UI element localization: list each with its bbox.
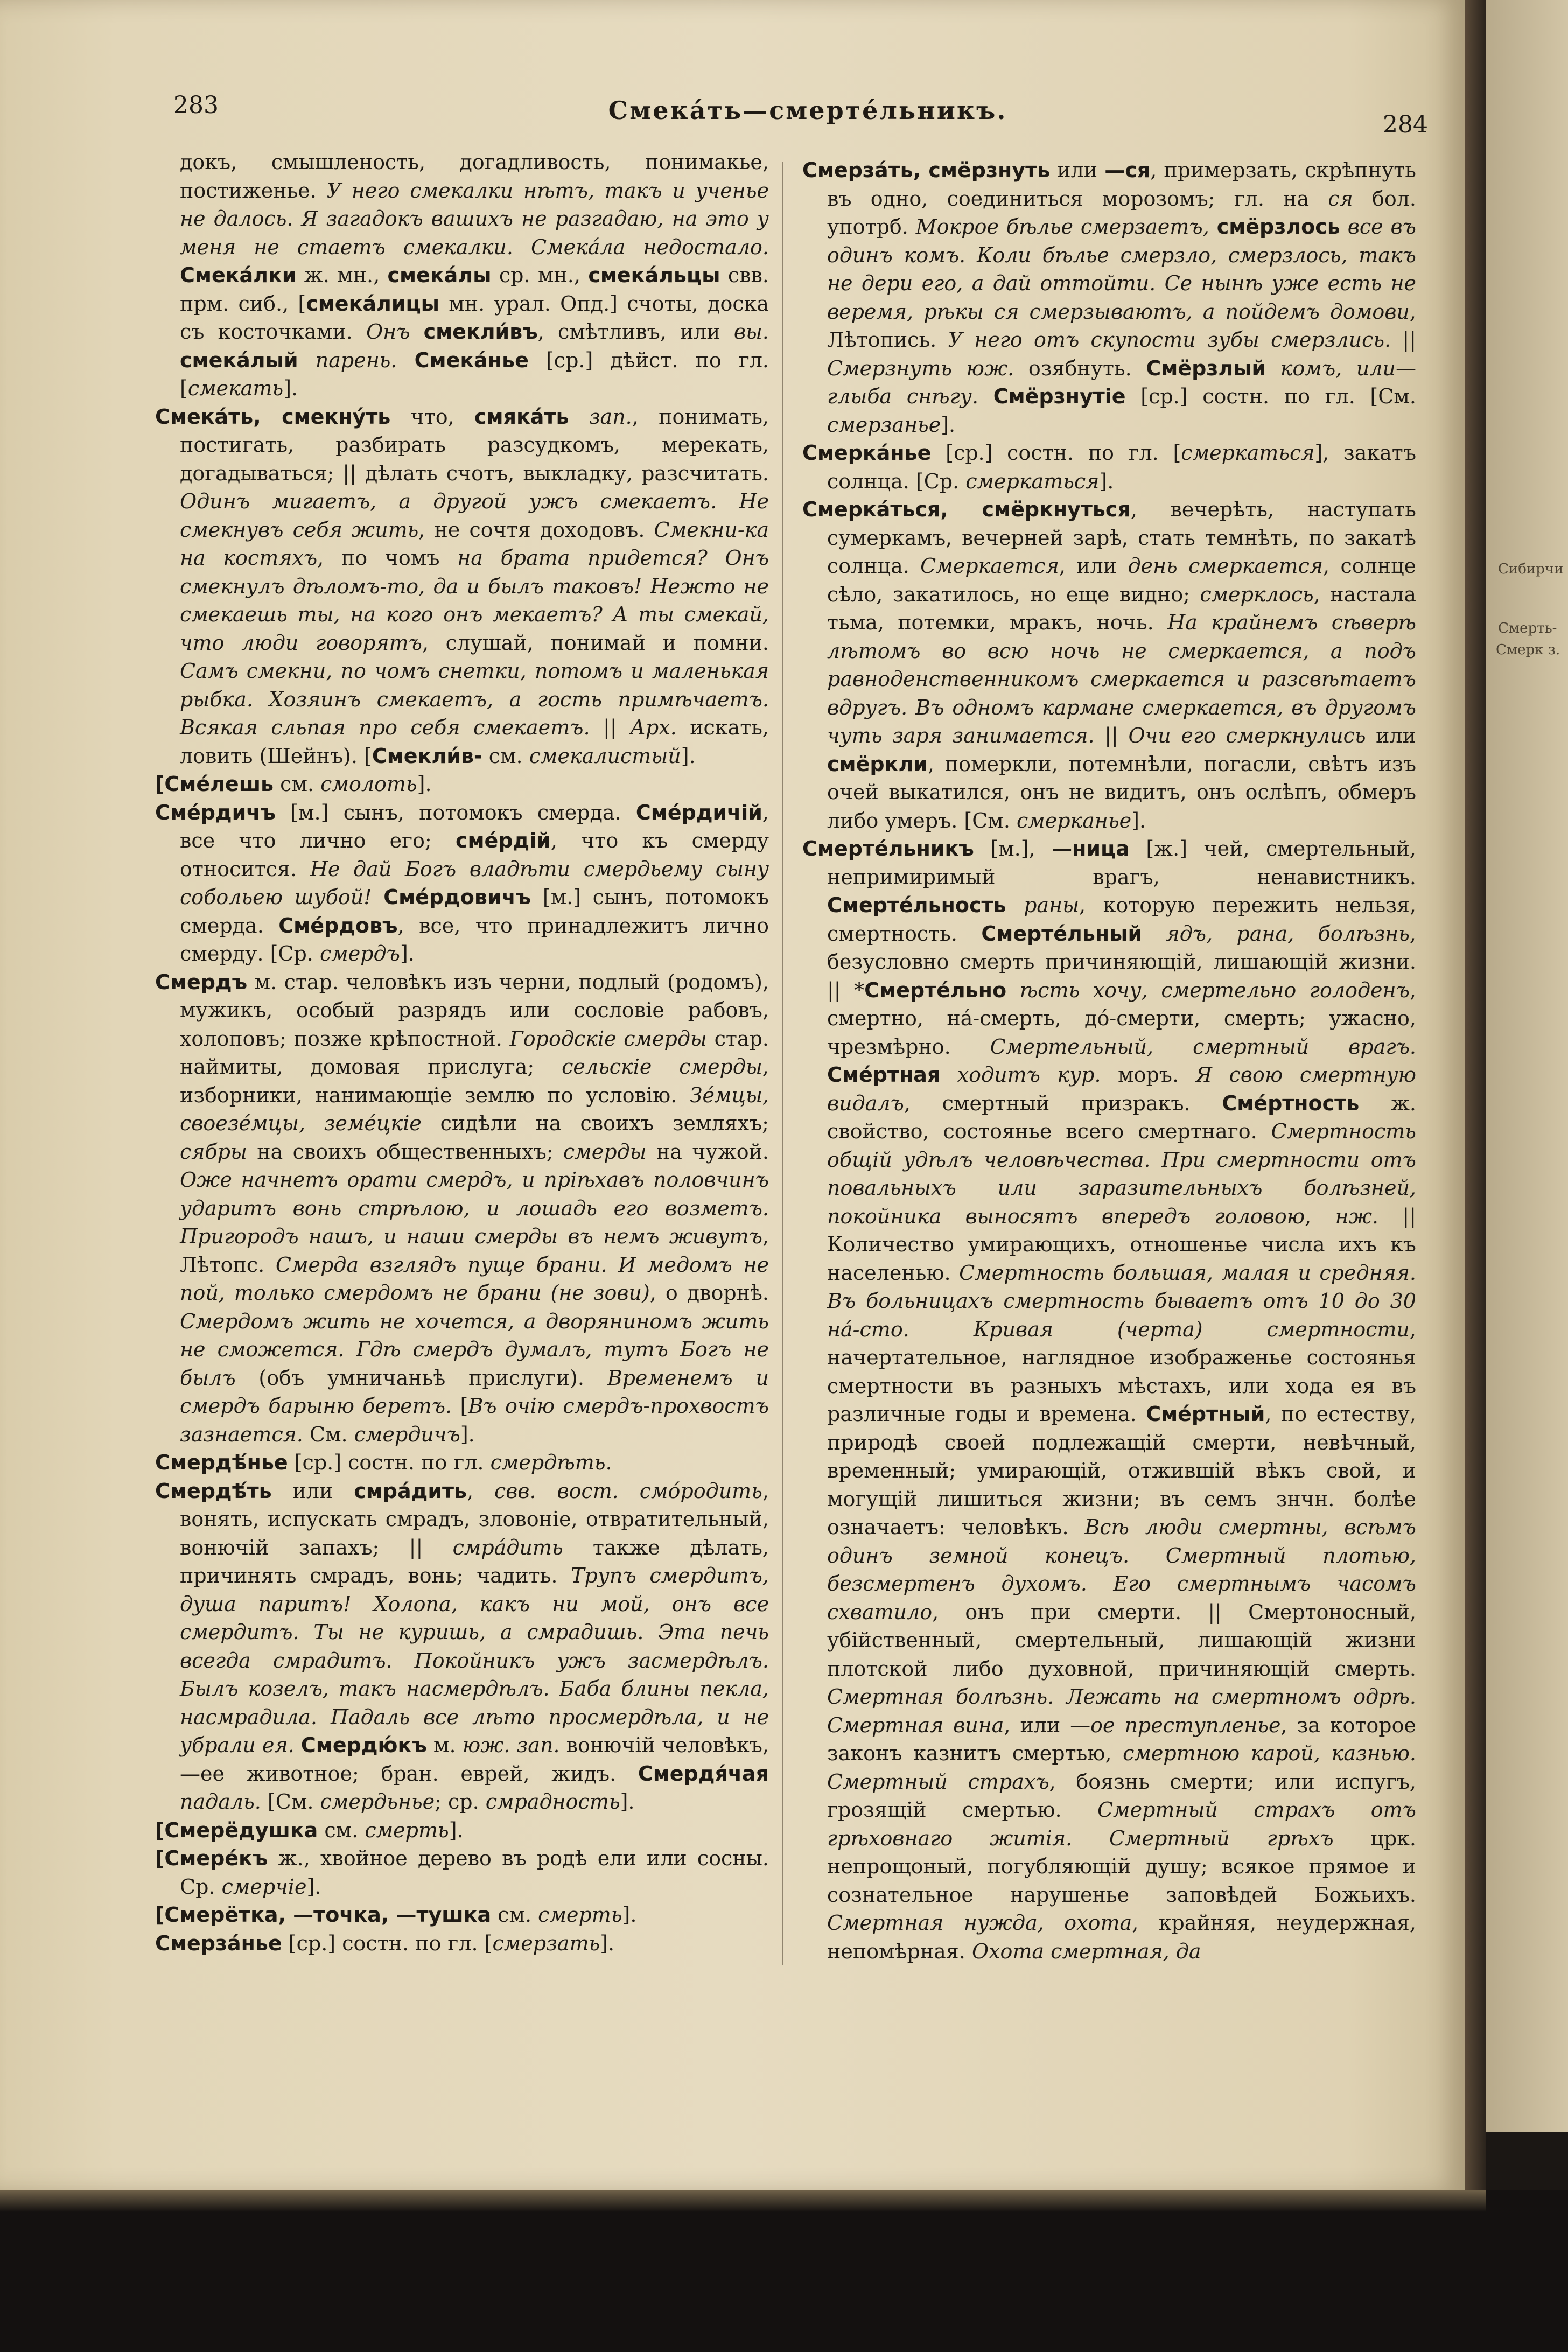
entry-text: ]. — [449, 1818, 464, 1842]
italic-text: Не дай Богъ владѣти смердьему сыну собольею шубой! — [180, 857, 769, 909]
headword: Сме́рдичій — [635, 800, 762, 824]
headword: Смека́лки — [180, 263, 297, 287]
column-divider — [782, 162, 783, 1965]
italic-text: смерзанье — [827, 412, 941, 437]
italic-text: раны — [1024, 893, 1080, 917]
headword: Смекли́в- — [372, 744, 482, 768]
entry-text: [ср.] состн. по гл. [ — [282, 1931, 493, 1955]
italic-text: Смерда взглядъ пуще брани. И медомъ не пой, только смердомъ не брани (не зови) — [180, 1252, 769, 1305]
italic-text: Я свою смертную видалъ — [827, 1063, 1416, 1115]
headword: [Смерёдушка — [155, 1818, 318, 1842]
headword: Сме́ртная — [827, 1063, 941, 1087]
italic-text: на брата придется? Онъ смекнулъ дѣломъ-то, да и былъ таковъ! Нежто не смекаешь ты, на кого онъ мекаетъ? А ты смекай, что люди говорятъ — [180, 546, 769, 655]
entry-text: или — [1050, 158, 1105, 182]
entry-text: [ — [452, 1394, 468, 1418]
entry-text — [1266, 356, 1280, 380]
italic-text: —ое преступленье — [1070, 1713, 1281, 1737]
italic-text: комъ, или—глыба снѣгу. — [827, 356, 1416, 408]
entry-text: , вонять, испускать смрадъ, зловоніе, отвратительный, вонючій запахъ; || — [180, 1479, 769, 1559]
headword: [Смерётка, —точка, —тушка — [155, 1903, 492, 1927]
headword: Смёрзнутіе — [993, 384, 1126, 408]
headword: Смердю́къ — [300, 1733, 427, 1757]
entry-text: ]. — [1099, 469, 1114, 493]
italic-text: смеркаться — [965, 469, 1100, 493]
italic-text: Временемъ и смердъ барыню беретъ. — [180, 1366, 769, 1418]
entry-text: , — [467, 1479, 494, 1503]
headword: смекли́въ — [423, 320, 538, 344]
italic-text: На крайнемъ сѣверѣ лѣтомъ во всю ночь не смеркается, а подъ равноденственникомъ смеркается и разсвѣтаетъ вдругъ. Въ одномъ кармане смеркается, въ другомъ чуть заря занимается. — [827, 611, 1416, 747]
headword: [Смере́къ — [155, 1846, 268, 1870]
entry-text: , которую пережить нельзя, смертность. — [827, 893, 1416, 946]
entry-text: стар. наймиты, домовая прислуга; — [180, 1026, 769, 1079]
italic-text: Зе́мцы, своезе́мцы, земе́цкіе — [180, 1083, 769, 1135]
headword: смека́лицы — [306, 291, 439, 316]
headword: Смерза́нье — [155, 1931, 282, 1955]
italic-text: Всѣ люди смертны, всѣмъ одинъ земной конецъ. Смертный плотью, безсмертенъ духомъ. Его смертнымъ часомъ схватило — [827, 1515, 1416, 1624]
entry-text: , все что лично его; — [180, 800, 769, 852]
italic-text: Арх. — [630, 716, 677, 739]
dictionary-entry — [155, 403, 769, 771]
headword: смека́лый — [180, 348, 298, 372]
headword: Смерза́ть, смёрзнуть — [802, 158, 1051, 182]
italic-text: смердѣть — [490, 1451, 606, 1474]
entry-text: бол. употрб. — [827, 186, 1416, 239]
entry-text: докъ, смышленость, догадливость, понимакье, постиженье. — [180, 150, 769, 202]
entry-text: [ср.] состн. по гл. [См. — [1125, 384, 1416, 408]
headword: Сме́рдовъ — [278, 913, 398, 937]
italic-text: юж. — [966, 356, 1014, 380]
entry-text: , или — [1059, 554, 1128, 578]
italic-text: Оже начнетъ орати смердъ, и пріѣхавъ половчинъ ударитъ вонь стрѣлою, и лошадь его возметъ. Пригородъ нашъ, и наши смерды въ немъ живутъ — [180, 1168, 769, 1248]
entry-text: , вечерѣть, наступать сумеркамъ, вечерней зарѣ, стать темнѣть, по закатѣ солнца. — [827, 498, 1416, 578]
entry-text: , слушай, понимай и помни. — [422, 631, 769, 655]
dictionary-entry — [155, 1901, 769, 1929]
entry-text: , смѣтливъ, или — [537, 320, 734, 344]
headword: смяка́ть — [474, 404, 569, 429]
entry-text: ]. — [622, 1903, 637, 1927]
italic-text: вы. — [733, 320, 769, 344]
entry-text: моръ. — [1101, 1063, 1196, 1087]
entry-text — [952, 356, 967, 380]
italic-text: смердъ — [319, 942, 400, 965]
italic-text: смекать — [187, 376, 284, 400]
headword: Смердъ — [155, 970, 248, 994]
italic-text: Мокрое бѣлье смерзаетъ, — [915, 215, 1217, 239]
italic-text: сябры — [180, 1139, 247, 1164]
headword: [Сме́лешь — [155, 772, 274, 796]
dictionary-entry — [802, 439, 1416, 495]
headword: Сме́рдичъ — [155, 800, 276, 824]
dictionary-entry — [802, 495, 1416, 835]
headword: —ница — [1052, 837, 1130, 860]
entry-text: , — [1305, 1204, 1335, 1228]
headword: Смека́ть, смекну́ть — [155, 404, 391, 429]
entry-text: [ср.] состн. по гл. [ — [931, 441, 1181, 465]
scanner-background — [0, 2190, 1568, 2352]
entry-text: м. стар. человѣкъ изъ черни, подлый (родомъ), мужикъ, особый разрядъ или сословіе рабовъ, холоповъ; позже крѣпостной. — [180, 970, 769, 1051]
entry-text: м. — [426, 1733, 463, 1757]
headword: смёрзлось — [1216, 215, 1340, 239]
entry-text — [1040, 1063, 1057, 1087]
entry-text: , все, что принадлежитъ лично смерду. [Ср. — [180, 913, 769, 965]
italic-text: все въ одинъ комъ. Коли бѣлье смерзло, смерзлось, такъ не дери его, а дай оттойти. Се нынѣ уже есть не веремя, рѣкы ся смерзываютъ, а пойдемъ домови — [827, 215, 1416, 324]
entry-text — [1006, 978, 1020, 1002]
entry-text: , онъ при смерти. || Смертоносный, убійственный, смертельный, лишающій жизни плотской либо духовной, причиняющій смерть. — [827, 1600, 1416, 1681]
italic-text: ся — [1328, 186, 1353, 211]
headword: Смерте́льность — [827, 893, 1006, 917]
italic-text: сельскіе смерды — [562, 1055, 762, 1079]
entry-text: ]. — [1131, 808, 1146, 832]
entry-text: ]. — [417, 772, 432, 796]
entry-text: ]. — [306, 1874, 321, 1899]
italic-text: парень. — [315, 348, 397, 372]
italic-text: смерчіе — [221, 1874, 307, 1899]
entry-text: мн. урал. Опд.] счоты, доска съ косточками. — [180, 291, 769, 344]
entry-text: , понимать, постигать, разбирать разсудкомъ, мерекать, догадываться; || дѣлать счотъ, выкладку, разсчитать. — [180, 404, 769, 485]
entry-text: ж. свойство, состоянье всего смертнаго. — [827, 1091, 1416, 1143]
left-text-column — [155, 148, 769, 1957]
entry-text: [ж.] чей, смертельный, непримиримый врагъ, ненавистникъ. — [827, 837, 1416, 889]
italic-text: Смекни-ка на костяхъ — [180, 517, 769, 570]
italic-text: ходитъ — [957, 1063, 1040, 1087]
entry-text: црк. непрощоный, погубляющій душу; всякое прямое и сознательное нарушенье заповѣдей Божьихъ. — [827, 1826, 1417, 1907]
italic-text: смра́дить — [452, 1535, 563, 1559]
entry-text — [397, 348, 415, 372]
entry-text: вонючій человѣкъ,—ее животное; бран. еврей, жидъ. — [180, 1733, 769, 1786]
italic-text: Смертельный, смертный врагъ. — [990, 1034, 1416, 1059]
dictionary-entry — [155, 148, 769, 403]
entry-text: [См. — [261, 1790, 320, 1814]
entry-text: , по чомъ — [317, 546, 458, 570]
headword: Смердѣ́нье — [155, 1451, 288, 1474]
entry-text: || — [1391, 328, 1417, 352]
entry-text: ]. — [941, 412, 956, 437]
italic-text: юж. зап. — [462, 1733, 560, 1757]
italic-text: У него отъ скупости зубы смерзлись. — [948, 328, 1391, 352]
entry-text: или — [271, 1479, 354, 1503]
dictionary-entry — [155, 799, 769, 968]
italic-text: Городскіе смерды — [509, 1026, 707, 1051]
dictionary-entry — [155, 968, 769, 1449]
adjacent-page-fragment: Сибирчи — [1498, 561, 1564, 577]
entry-text: || — [590, 716, 631, 739]
headword: Смерка́нье — [802, 441, 932, 465]
headword: смёркли — [827, 752, 928, 776]
headword: Смерте́льникъ — [802, 837, 974, 860]
italic-text: смолоть — [320, 772, 417, 796]
entry-text: , смертно, на́-смерть, до́-смерти, смерть; ужасно, чрезмѣрно. — [827, 978, 1416, 1059]
italic-text: смрадность — [485, 1790, 620, 1814]
entry-text: свв. прм. сиб., [ — [180, 263, 769, 316]
dictionary-entry — [155, 1448, 769, 1477]
entry-text: , солнце сѣло, закатилось, но еще видно; — [827, 554, 1416, 606]
italic-text: смерть — [365, 1818, 449, 1842]
adjacent-page-fragment: Смерк з. — [1496, 642, 1560, 658]
entry-text: , примерзать, скрѣпнуть въ одно, соединиться морозомъ; гл. на — [827, 158, 1416, 211]
entry-text: ж., хвойное дерево въ родѣ ели или сосны. Ср. — [180, 1846, 769, 1899]
italic-text: Онъ — [366, 320, 424, 344]
italic-text: смерды — [563, 1139, 647, 1164]
italic-text: Смердомъ жить не хочется, а дворяниномъ жить не сможется. Гдѣ смердъ думалъ, тутъ Богъ не былъ — [180, 1309, 769, 1390]
entry-text: , настала тьма, потемки, мракъ, ночь. — [827, 582, 1416, 634]
entry-text: ]. — [400, 942, 415, 965]
italic-text: ѣсть хочу, смертельно голоденъ — [1019, 978, 1410, 1002]
italic-text: Самъ смекни, по чомъ снетки, потомъ и маленькая рыбка. Хозяинъ смекаетъ, а гость примѣчаетъ. Всякая сльпая про себя смекаетъ. — [180, 659, 769, 739]
italic-text: Въ очію смердъ-прохвостъ зазнается. — [180, 1394, 769, 1446]
dictionary-entry — [155, 1477, 769, 1816]
entry-text: , изборники, нанимающіе землю по условію. — [180, 1055, 769, 1107]
entry-text: , что къ смерду относится. — [180, 829, 769, 881]
entry-text: , померкли, потемнѣли, погасли, свѣтъ изъ очей выкатился, онъ не видитъ, онъ ослѣпъ, обмеръ либо умеръ. [См. — [827, 752, 1416, 832]
italic-text: свв. вост. смо́родить — [494, 1479, 762, 1503]
italic-text: смерзать — [492, 1931, 600, 1955]
headword: сме́рдій — [455, 829, 551, 852]
entry-text: ]. — [600, 1931, 615, 1955]
dictionary-entry — [155, 1929, 769, 1958]
entry-text: озябнуть. — [1014, 356, 1146, 380]
italic-text: смердьнье — [320, 1790, 435, 1814]
entry-text: ]. — [460, 1422, 475, 1446]
headword: смека́льцы — [588, 263, 720, 287]
entry-text: что, — [390, 404, 475, 429]
italic-text: падаль. — [180, 1790, 261, 1814]
italic-text: смертною карой, казнью. Смертный страхъ — [827, 1741, 1416, 1794]
italic-text: Одинъ мигаетъ, а другой ужъ смекаетъ. Не смекнувъ себя жить — [180, 489, 769, 542]
entry-text: || Количество умирающихъ, отношенье числа ихъ къ населенью. — [827, 1204, 1417, 1285]
entry-text — [298, 348, 316, 372]
entry-text: сидѣли на своихъ земляхъ; — [421, 1111, 769, 1135]
headword: Смерте́льный — [981, 921, 1143, 946]
headword: Смерте́льно — [864, 978, 1007, 1002]
entry-text — [372, 885, 384, 909]
entry-text: . — [605, 1451, 612, 1474]
entry-text: на своихъ общественныхъ; — [247, 1139, 563, 1164]
entry-text: см. — [482, 744, 529, 768]
italic-text: кур. — [1057, 1063, 1101, 1087]
entry-text: См. — [303, 1422, 354, 1446]
italic-text: У него смекалки нѣтъ, такъ и ученье не далось. Я загадокъ вашихъ не разгадаю, на это у меня не стаетъ смекалки. Смека́ла недостало. — [180, 178, 769, 259]
entry-text: , или — [1004, 1713, 1070, 1737]
headword: смра́дить — [354, 1479, 467, 1503]
entry-text: , Лѣтопс. — [180, 1224, 769, 1277]
italic-text: зап. — [589, 404, 632, 429]
entry-text: , безусловно смерть причиняющій, лишающій жизни. || * — [827, 921, 1416, 1002]
entry-text: || — [1094, 724, 1129, 747]
left-page-number: 283 — [173, 92, 219, 119]
page-running-title: Смека́ть—смерте́льникъ. — [608, 96, 1007, 125]
italic-text: Охота смертная, да — [971, 1939, 1201, 1963]
entry-text: , Лѣтопись. — [827, 299, 1416, 352]
entry-text: ж. мн., — [296, 263, 388, 287]
entry-text: , боязнь смерти; или испугъ, грозящій смертью. — [827, 1769, 1416, 1822]
entry-text: см. — [318, 1818, 365, 1842]
headword: Смерка́ться, смёркнуться — [802, 498, 1131, 521]
headword: Сме́ртный — [1146, 1402, 1265, 1426]
adjacent-page-edge — [1486, 0, 1568, 2132]
right-text-column — [802, 156, 1416, 1965]
headword: Сме́ртность — [1222, 1091, 1360, 1115]
entry-text: , о дворнѣ. — [649, 1281, 769, 1305]
headword: Смёрзлый — [1146, 356, 1266, 380]
entry-text — [569, 405, 589, 429]
entry-text: ; ср. — [435, 1790, 486, 1814]
italic-text: Смертный страхъ отъ грѣховнаго житія. Смертный грѣхъ — [827, 1798, 1416, 1850]
entry-text: ]. — [283, 376, 298, 400]
entry-text — [1006, 893, 1024, 917]
italic-text: нж. — [1335, 1204, 1378, 1228]
entry-text: , за которое законъ казнитъ смертью, — [827, 1713, 1416, 1765]
dictionary-entry — [155, 770, 769, 799]
headword: Сме́рдовичъ — [383, 885, 531, 909]
entry-text: [м.] сынъ, потомокъ смерда. — [180, 885, 769, 937]
italic-text: Смеркается — [920, 554, 1059, 578]
italic-text: день смеркается — [1128, 554, 1324, 578]
italic-text: смеркаться — [1181, 441, 1315, 465]
entry-text: на чужой. — [646, 1139, 769, 1164]
entry-text: [м.], — [974, 837, 1052, 860]
entry-text: ], закатъ солнца. [Ср. — [827, 441, 1417, 493]
italic-text: Смертная болѣзнь. Лежать на смертномъ одрѣ. Смертная вина — [827, 1685, 1416, 1737]
entry-text: ]. — [620, 1790, 635, 1814]
entry-text: , по естеству, природѣ своей подлежащій смерти, невѣчный, временный; умирающій, отжившій вѣкъ свой, и могущій лишиться жизни; въ семъ знчн. болѣе означаетъ: человѣкъ. — [827, 1402, 1416, 1539]
dictionary-entry — [155, 1844, 769, 1901]
entry-text: или — [1366, 724, 1416, 747]
italic-text: смерклось — [1200, 582, 1314, 606]
italic-text: смердичъ — [354, 1422, 460, 1446]
right-page-number: 284 — [1383, 111, 1428, 138]
dictionary-entry — [155, 1816, 769, 1845]
entry-text: (объ умничаньѣ прислуги). — [235, 1366, 607, 1390]
entry-text — [1142, 922, 1166, 946]
headword: —ся — [1104, 158, 1151, 182]
entry-text — [978, 384, 993, 408]
headword: Смердя́чая — [638, 1761, 769, 1786]
entry-text: см. — [491, 1903, 538, 1927]
entry-text: искать, ловить (Шейнъ). [ — [180, 716, 769, 768]
adjacent-page-fragment: Смерть- — [1498, 620, 1557, 636]
entry-text: [м.] сынъ, потомокъ смерда. — [275, 800, 636, 824]
dictionary-entry — [802, 156, 1416, 439]
entry-text: также дѣлать, причинять смрадъ, вонь; чадить. — [180, 1535, 769, 1587]
dictionary-entry — [802, 835, 1416, 1965]
headword: смека́лы — [387, 263, 492, 287]
entry-text: [ср.] состн. по гл. — [288, 1451, 491, 1474]
entry-text: , смертный призракъ. — [904, 1091, 1222, 1115]
italic-text: Трупъ смердитъ, душа паритъ! Холопа, какъ ни мой, онъ все смердитъ. Ты не куришь, а смрадишь. Эта печь всегда смрадитъ. Покойникъ ужъ засмердѣлъ. Былъ козелъ, такъ насмердѣлъ. Баба блины пекла, насмрадила. Падаль все лѣто просмердѣла, и не убрали ея. — [180, 1564, 769, 1757]
entry-text — [295, 1733, 301, 1757]
entry-text — [940, 1063, 957, 1087]
entry-text: ср. мн., — [491, 263, 589, 287]
italic-text: Смертность общій удѣлъ человѣчества. При смертности отъ повальныхъ или заразительныхъ болѣзней, покойника выносятъ впередъ головою — [827, 1119, 1416, 1228]
italic-text: Смертность большая, малая и средняя. Въ больницахъ смертность бываетъ отъ 10 до 30 на́-сто. Кривая (черта) смертности — [827, 1261, 1417, 1341]
italic-text: смерть — [538, 1903, 622, 1927]
italic-text: смекалистый — [529, 744, 681, 768]
entry-text: , начертательное, наглядное изображенье состоянья смертности въ разныхъ мѣстахъ, или хода ея въ различные годы и времена. — [827, 1317, 1416, 1426]
entry-text: [ср.] дѣйст. по гл. [ — [180, 348, 769, 400]
italic-text: Смертная нужда, охота — [827, 1911, 1132, 1935]
headword: Смердѣ́ть — [155, 1479, 272, 1503]
italic-text: ядъ, рана, болѣзнь — [1166, 921, 1410, 946]
italic-text: Смерзнуть — [827, 356, 952, 380]
book-gutter — [1465, 0, 1486, 2190]
entry-text: ]. — [681, 744, 696, 768]
entry-text: , крайняя, неудержная, непомѣрная. — [827, 1911, 1416, 1963]
italic-text: смерканье — [1016, 808, 1132, 832]
italic-text: Очи его смеркнулись — [1128, 724, 1366, 747]
entry-text: , не сочтя доходовъ. — [418, 517, 654, 542]
entry-text: см. — [274, 772, 321, 796]
headword: Смека́нье — [414, 348, 529, 372]
